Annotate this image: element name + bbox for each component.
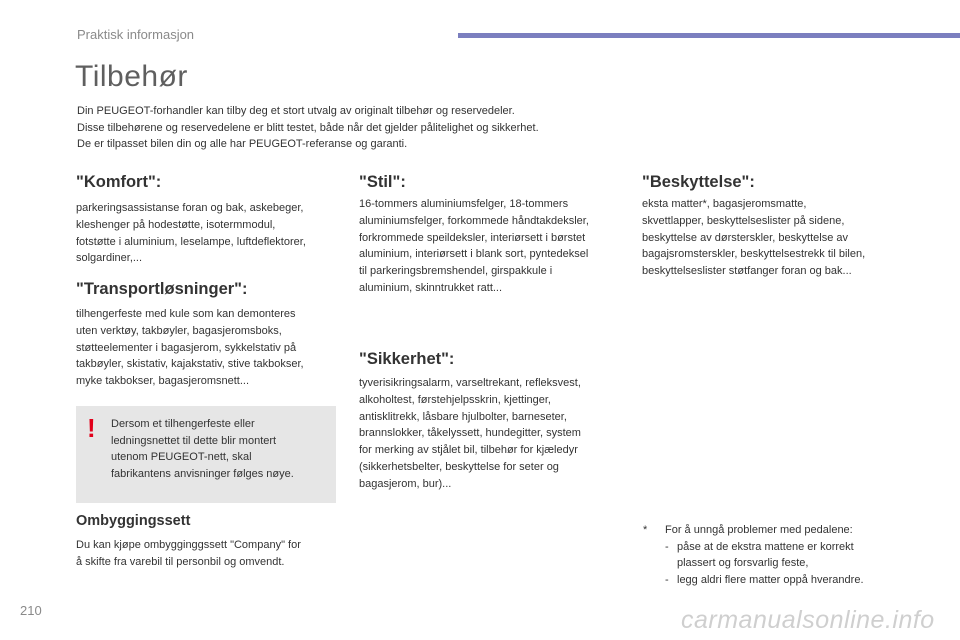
page-number: 210: [20, 603, 42, 618]
beskyttelse-text: [642, 196, 865, 280]
komfort-line: solgardiner,...: [76, 252, 143, 265]
intro-paragraph: [77, 103, 637, 153]
komfort-line: kleshenger på hodestøtte, isotermmodul,: [76, 218, 276, 231]
intro-line: Disse tilbehørene og reservedelene er blitt testet, både når det gjelder pålitelighet og sikkerhet.: [77, 121, 539, 134]
stil-line: forkrommede speildeksler, interiørsett i børstet: [359, 231, 586, 244]
transport-text: [76, 306, 304, 390]
stil-line: aluminium, interiørsett i blank sort, pyntedeksel: [359, 248, 589, 261]
ombygging-text: [76, 537, 301, 571]
sikkerhet-line: bagasjerom, bur)...: [359, 477, 452, 490]
stil-line: 16-tommers aluminiumsfelger, 18-tommers: [359, 198, 569, 210]
warning-line: utenom PEUGEOT-nett, skal: [111, 451, 252, 463]
footnote-item: legg aldri flere matter oppå hverandre.: [677, 573, 864, 586]
komfort-line: fotstøtte i aluminium, leselampe, luftdeflektorer,: [76, 235, 306, 248]
beskyttelse-line: bagajsromsterskler, beskyttelsestrekk til bilen,: [642, 248, 866, 261]
ombygging-line: Du kan kjøpe ombygginggssett "Company" for: [76, 539, 301, 551]
intro-line: De er tilpasset bilen din og alle har PEUGEOT-referanse og garanti.: [77, 138, 408, 150]
warning-icon: !: [87, 413, 96, 443]
beskyttelse-line: beskyttelse av dørsterskler, beskyttelse av: [642, 231, 849, 244]
stil-line: aluminium, skinntrukket ratt...: [359, 281, 503, 294]
warning-box: [76, 406, 336, 503]
komfort-line: parkeringsassistanse foran og bak, askebeger,: [76, 202, 304, 214]
footnote-lead: For å unngå problemer med pedalene:: [665, 524, 853, 536]
intro-line: Din PEUGEOT-forhandler kan tilby deg et stort utvalg av originalt tilbehør og reservedeler.: [77, 105, 515, 117]
warning-text: [111, 416, 294, 482]
watermark: carmanualsonline.info: [681, 606, 935, 634]
stil-heading: "Stil":: [359, 173, 406, 191]
beskyttelse-heading: "Beskyttelse":: [642, 173, 755, 191]
sikkerhet-line: antisklitrekk, låsbare hjulbolter, barneseter,: [359, 410, 567, 423]
stil-line: til parkeringsbremshendel, girspakkule i: [359, 265, 553, 278]
page-title: Tilbehør: [75, 60, 188, 93]
sikkerhet-line: alkoholtest, førstehjelpsskrin, kjettinger,: [359, 393, 551, 406]
komfort-text: [76, 200, 306, 267]
ombygging-heading: Ombyggingssett: [76, 513, 191, 529]
footnote-dash: -: [665, 573, 669, 586]
transport-line: tilhengerfeste med kule som kan demonteres: [76, 308, 296, 320]
warning-line: ledningsnettet til dette blir montert: [111, 434, 277, 447]
sikkerhet-heading: "Sikkerhet":: [359, 350, 455, 368]
section-label: Praktisk informasjon: [77, 27, 195, 42]
footnote-star: *: [643, 524, 648, 536]
warning-line: fabrikantens anvisninger følges nøye.: [111, 467, 294, 480]
stil-line: aluminiumsfelger, forkommede håndtakdeksler,: [359, 214, 589, 227]
transport-line: støtteelementer i bagasjerom, sykkelstativ på: [76, 341, 297, 354]
beskyttelse-line: eksta matter*, bagasjeromsmatte,: [642, 198, 807, 210]
footnote-item: påse at de ekstra mattene er korrekt: [677, 540, 854, 553]
transport-line: uten verktøy, takbøyler, bagasjeromsboks,: [76, 324, 282, 337]
transport-heading: "Transportløsninger":: [76, 280, 248, 298]
sikkerhet-text: [359, 375, 581, 493]
footnote-dash: -: [665, 540, 669, 553]
beskyttelse-line: beskyttelseslister støtfanger foran og bak...: [642, 265, 852, 278]
header-bar: [458, 33, 960, 38]
ombygging-line: å skifte fra varebil til personbil og omvendt.: [76, 555, 285, 568]
stil-text: [359, 196, 589, 297]
sikkerhet-line: for merking av stjålet bil, tilbehør for kjæledyr: [359, 444, 578, 457]
beskyttelse-line: skvettlapper, beskyttelseslister på sidene,: [642, 214, 845, 227]
sikkerhet-line: brannslokker, tåkelyssett, hundegitter, system: [359, 427, 581, 440]
footnote-item: plassert og forsvarlig feste,: [677, 557, 809, 569]
transport-line: takbøyler, skistativ, kajakstativ, stive takbokser,: [76, 358, 304, 371]
sikkerhet-line: (sikkerhetsbelter, beskyttelse for seter og: [359, 460, 559, 473]
sikkerhet-line: tyverisikringsalarm, varseltrekant, refleksvest,: [359, 377, 581, 389]
transport-line: myke takbokser, bagasjeromsnett...: [76, 375, 250, 388]
komfort-heading: "Komfort":: [76, 173, 162, 191]
warning-line: Dersom et tilhengerfeste eller: [111, 418, 255, 430]
